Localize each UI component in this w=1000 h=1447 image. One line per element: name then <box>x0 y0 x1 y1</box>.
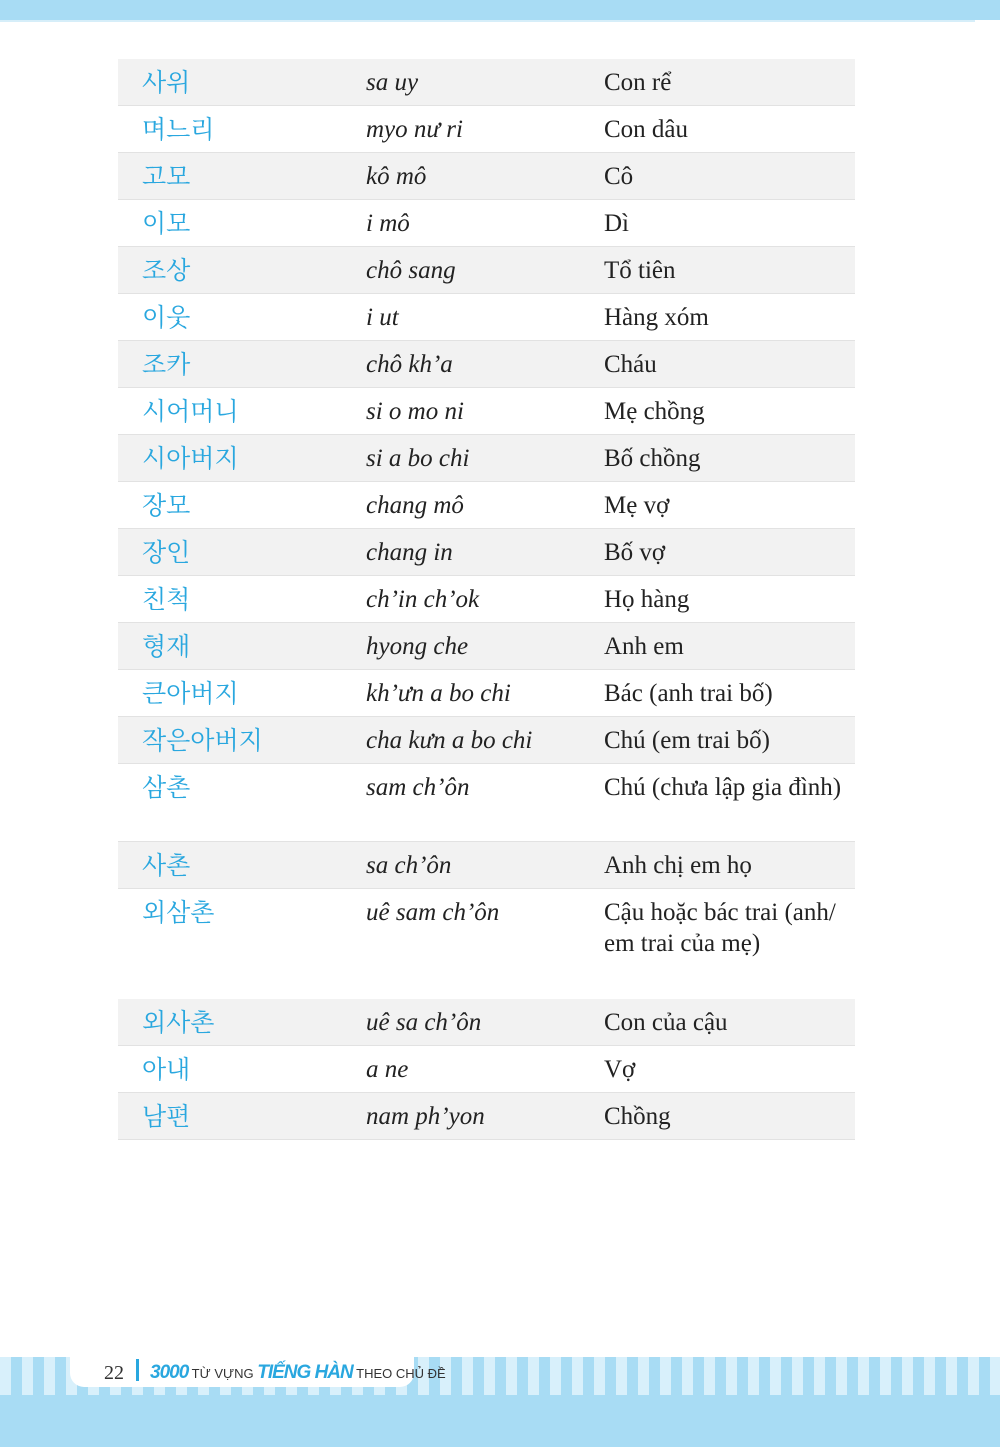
table-row <box>118 1093 855 1140</box>
top-decorative-bar <box>0 0 1000 20</box>
korean-word: 작은아버지 <box>142 726 263 755</box>
romanization: ch’in ch’ok <box>366 586 480 613</box>
romanization: uê sam ch’ôn <box>366 899 500 926</box>
table-row <box>118 435 855 482</box>
table-row <box>118 576 855 623</box>
table-row <box>118 1046 855 1093</box>
romanization: i ut <box>366 304 399 331</box>
romanization: chô kh’a <box>366 351 453 378</box>
romanization: si a bo chi <box>366 445 470 472</box>
korean-word: 아내 <box>142 1055 191 1084</box>
romanization: myo nư ri <box>366 116 463 143</box>
table-row <box>118 294 855 341</box>
table-row <box>118 842 855 889</box>
vietnamese-meaning: Con rể <box>604 69 672 96</box>
vietnamese-meaning: Con dâu <box>604 116 689 143</box>
book-title-part2: THEO CHỦ ĐỀ <box>356 1366 446 1381</box>
korean-word: 시아버지 <box>142 444 239 473</box>
romanization: sa uy <box>366 69 419 96</box>
korean-word: 외사촌 <box>142 1008 215 1037</box>
vietnamese-meaning: Bố chồng <box>604 445 701 472</box>
romanization: kô mô <box>366 163 427 190</box>
vietnamese-meaning: Tổ tiên <box>604 257 676 284</box>
vietnamese-meaning: Hàng xóm <box>604 304 709 331</box>
korean-word: 친척 <box>142 585 191 614</box>
vietnamese-meaning: Con của cậu <box>604 1009 728 1036</box>
table-row <box>118 153 855 200</box>
table-row <box>118 999 855 1046</box>
vocabulary-table <box>118 59 855 1140</box>
vietnamese-meaning: Mẹ vợ <box>604 492 670 519</box>
vietnamese-meaning: Bố vợ <box>604 539 666 566</box>
table-row <box>118 717 855 764</box>
korean-word: 삼촌 <box>142 773 191 802</box>
korean-word: 큰아버지 <box>142 679 239 708</box>
vietnamese-meaning: Vợ <box>604 1056 636 1083</box>
vietnamese-meaning: Họ hàng <box>604 586 690 613</box>
korean-word: 이모 <box>142 209 191 238</box>
table-row <box>118 889 855 999</box>
vietnamese-meaning: Chú (em trai bố) <box>604 727 770 754</box>
korean-word: 고모 <box>142 162 191 191</box>
romanization: cha kưn a bo chi <box>366 727 533 754</box>
table-row <box>118 388 855 435</box>
korean-word: 남편 <box>142 1102 191 1131</box>
table-row <box>118 529 855 576</box>
vietnamese-meaning: Mẹ chồng <box>604 398 705 425</box>
korean-word: 사위 <box>142 68 191 97</box>
romanization: sam ch’ôn <box>366 774 470 801</box>
table-row <box>118 341 855 388</box>
vietnamese-meaning: Cô <box>604 163 634 190</box>
korean-word: 며느리 <box>142 115 215 144</box>
romanization: chang in <box>366 539 453 566</box>
table-row <box>118 200 855 247</box>
vietnamese-meaning: Chú (chưa lập gia đình) <box>604 774 842 801</box>
korean-word: 장모 <box>142 491 191 520</box>
romanization: nam ph’yon <box>366 1103 485 1130</box>
korean-word: 시어머니 <box>142 397 239 426</box>
table-row <box>118 247 855 294</box>
vietnamese-meaning: Anh chị em họ <box>604 852 752 879</box>
vietnamese-meaning: Chồng <box>604 1103 671 1130</box>
table-row <box>118 623 855 670</box>
book-title-highlight: TIẾNG HÀN <box>257 1362 353 1383</box>
korean-word: 조상 <box>142 256 191 285</box>
korean-word: 이웃 <box>142 303 191 332</box>
korean-word: 형재 <box>142 632 191 661</box>
book-title-part1: TỪ VỰNG <box>191 1366 254 1381</box>
vietnamese-meaning: Anh em <box>604 633 684 660</box>
korean-word: 사촌 <box>142 851 191 880</box>
romanization: chang mô <box>366 492 464 519</box>
table-row <box>118 106 855 153</box>
romanization: kh’ưn a bo chi <box>366 680 511 707</box>
romanization: chô sang <box>366 257 456 284</box>
top-decorative-line <box>0 20 975 22</box>
footer-divider <box>136 1359 139 1381</box>
vietnamese-meaning: Dì <box>604 210 629 237</box>
korean-word: 외삼촌 <box>142 898 215 927</box>
book-title-number: 3000 <box>150 1362 189 1383</box>
page-number: 22 <box>104 1362 124 1384</box>
book-title <box>150 1362 446 1384</box>
romanization: sa ch’ôn <box>366 852 452 879</box>
vietnamese-meaning: Bác (anh trai bố) <box>604 680 773 707</box>
table-row <box>118 482 855 529</box>
korean-word: 장인 <box>142 538 191 567</box>
table-row <box>118 59 855 106</box>
table-row <box>118 670 855 717</box>
romanization: si o mo ni <box>366 398 464 425</box>
vietnamese-meaning: Cậu hoặc bác trai (anh/ em trai của mẹ) <box>604 899 836 957</box>
romanization: a ne <box>366 1056 409 1083</box>
romanization: hyong che <box>366 633 469 660</box>
romanization: i mô <box>366 210 410 237</box>
romanization: uê sa ch’ôn <box>366 1009 482 1036</box>
table-row <box>118 764 855 842</box>
vietnamese-meaning: Cháu <box>604 351 657 378</box>
korean-word: 조카 <box>142 350 191 379</box>
